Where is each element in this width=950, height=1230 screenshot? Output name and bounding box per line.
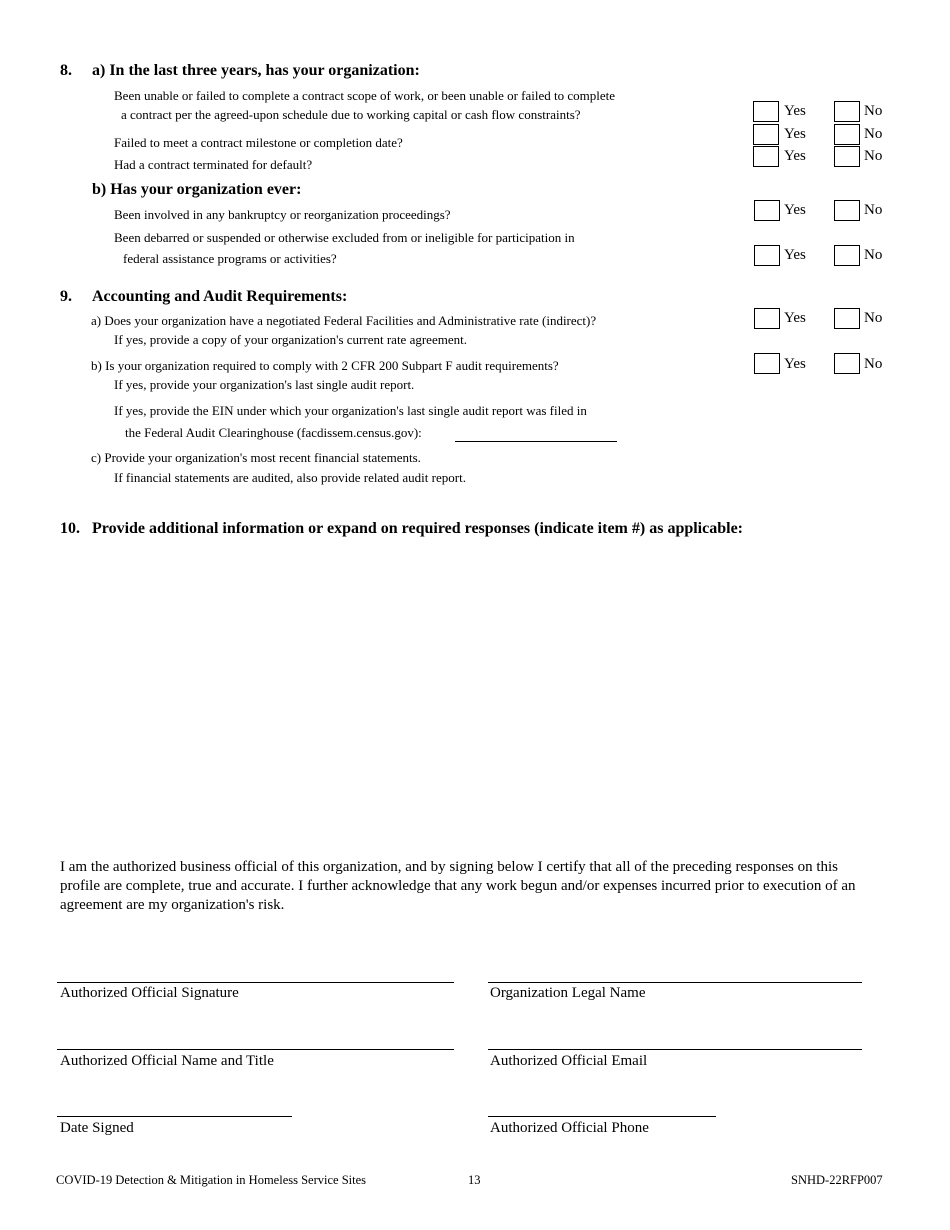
q8a-item1-line2: a contract per the agreed-upon schedule due to working capital or cash flow constraints? — [121, 107, 581, 122]
signature-line[interactable] — [57, 982, 454, 983]
q8a1-yes-checkbox[interactable] — [753, 101, 779, 122]
q8a-item3: Had a contract terminated for default? — [114, 157, 313, 172]
q8-number: 8. — [60, 62, 72, 79]
name-title-line[interactable] — [57, 1049, 454, 1050]
q8a2-no-label: No — [864, 126, 883, 142]
q9b-yes-label: Yes — [784, 356, 806, 372]
q8a2-yes-checkbox[interactable] — [753, 124, 779, 145]
q8a3-no-label: No — [864, 148, 883, 164]
q9c-line1: c) Provide your organization's most recent financial statements. — [91, 450, 421, 465]
name-title-label: Authorized Official Name and Title — [60, 1053, 274, 1069]
q8b1-no-label: No — [864, 202, 883, 218]
q9b-ein-line1: If yes, provide the EIN under which your organization's last single audit report was filed in — [114, 403, 587, 418]
footer-page-number: 13 — [468, 1173, 481, 1187]
q9a-line2: If yes, provide a copy of your organization's current rate agreement. — [114, 332, 467, 347]
q8b-heading: b) Has your organization ever: — [92, 181, 302, 198]
ein-input-line[interactable] — [455, 441, 617, 442]
q8a2-no-checkbox[interactable] — [834, 124, 860, 145]
legal-name-line[interactable] — [488, 982, 862, 983]
phone-label: Authorized Official Phone — [490, 1120, 649, 1136]
additional-info-area[interactable] — [60, 545, 880, 845]
q8a1-yes-label: Yes — [784, 103, 806, 119]
q8a-item2: Failed to meet a contract milestone or completion date? — [114, 135, 403, 150]
q10-number: 10. — [60, 520, 80, 537]
q9a-line1: a) Does your organization have a negotiated Federal Facilities and Administrative rate (indirect)? — [91, 313, 597, 328]
q8a3-yes-checkbox[interactable] — [753, 146, 779, 167]
q8b1-yes-checkbox[interactable] — [754, 200, 780, 221]
q8a3-no-checkbox[interactable] — [834, 146, 860, 167]
q9b-line1: b) Is your organization required to comply with 2 CFR 200 Subpart F audit requirements? — [91, 358, 559, 373]
q8a3-yes-label: Yes — [784, 148, 806, 164]
q9b-no-label: No — [864, 356, 883, 372]
q8b2-yes-label: Yes — [784, 247, 806, 263]
q9b-ein-line2: the Federal Audit Clearinghouse (facdissem.census.gov): — [125, 425, 422, 440]
q8b1-yes-label: Yes — [784, 202, 806, 218]
q8a2-yes-label: Yes — [784, 126, 806, 142]
footer-doc-id: SNHD-22RFP007 — [791, 1173, 883, 1187]
date-line[interactable] — [57, 1116, 292, 1117]
q10-heading: Provide additional information or expand on required responses (indicate item #) as applicable: — [92, 520, 743, 537]
q8a-item1-line1: Been unable or failed to complete a contract scope of work, or been unable or failed to complete — [114, 88, 616, 103]
q8a1-no-checkbox[interactable] — [834, 101, 860, 122]
email-line[interactable] — [488, 1049, 862, 1050]
date-label: Date Signed — [60, 1120, 134, 1136]
q9-number: 9. — [60, 288, 72, 305]
signature-label: Authorized Official Signature — [60, 985, 239, 1001]
q9c-line2: If financial statements are audited, also provide related audit report. — [114, 470, 466, 485]
q8a-heading: a) In the last three years, has your organization: — [92, 62, 420, 79]
q9a-no-checkbox[interactable] — [834, 308, 860, 329]
footer-title: COVID-19 Detection & Mitigation in Homeless Service Sites — [56, 1173, 367, 1187]
phone-line[interactable] — [488, 1116, 716, 1117]
q8b2-no-label: No — [864, 247, 883, 263]
q9b-yes-checkbox[interactable] — [754, 353, 780, 374]
q9-heading: Accounting and Audit Requirements: — [92, 288, 348, 305]
q9a-yes-label: Yes — [784, 310, 806, 326]
q8a1-no-label: No — [864, 103, 883, 119]
q8b-item2-line2: federal assistance programs or activities? — [123, 251, 337, 266]
q8b2-yes-checkbox[interactable] — [754, 245, 780, 266]
q8b-item2-line1: Been debarred or suspended or otherwise excluded from or ineligible for participation in — [114, 230, 575, 245]
q8b1-no-checkbox[interactable] — [834, 200, 860, 221]
legal-name-label: Organization Legal Name — [490, 985, 646, 1001]
q9a-no-label: No — [864, 310, 883, 326]
email-label: Authorized Official Email — [490, 1053, 648, 1069]
q8b-item1: Been involved in any bankruptcy or reorganization proceedings? — [114, 207, 451, 222]
q8b2-no-checkbox[interactable] — [834, 245, 860, 266]
q9b-no-checkbox[interactable] — [834, 353, 860, 374]
certification-text: I am the authorized business official of this organization, and by signing below I certify that all of the preceding responses on this profile are complete, true and accurate. I further acknowledge that any work begun and/or expenses incurred prior to execution of an agreement are my organization's risk. — [60, 859, 856, 913]
q9b-line2: If yes, provide your organization's last single audit report. — [114, 377, 415, 392]
q9a-yes-checkbox[interactable] — [754, 308, 780, 329]
